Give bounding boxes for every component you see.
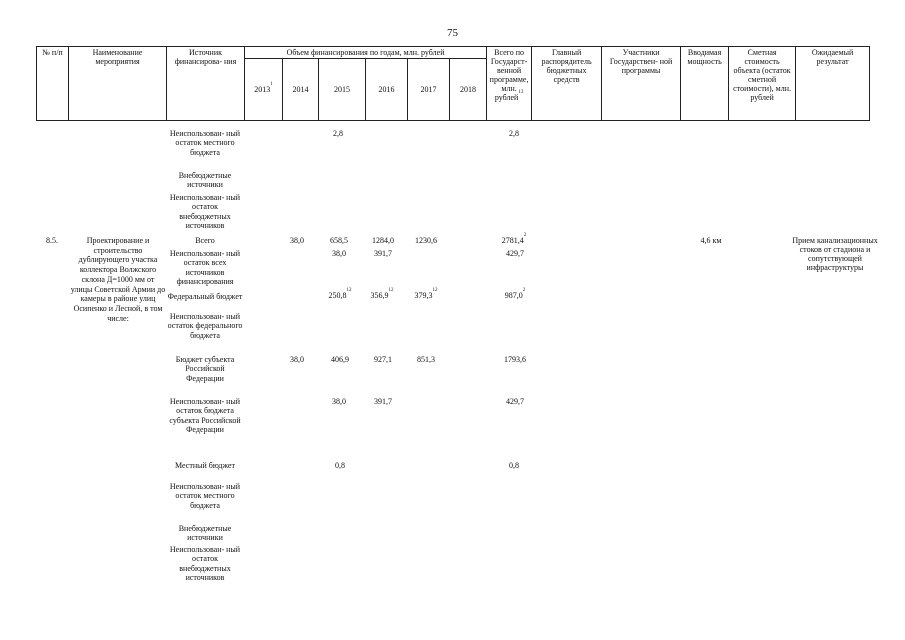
unused-all-2016: 391,7 — [374, 249, 392, 258]
source-unused-local: Неиспользован- ный остаток местного бюджета — [169, 482, 241, 510]
item-number: 8.5. — [46, 236, 58, 245]
source-extrabudget: Внебюджетные источники — [178, 524, 232, 543]
subject-2014: 38,0 — [290, 355, 304, 364]
source-subject: Бюджет субъекта Российской Федерации — [175, 355, 235, 383]
pre-2015-value: 2,8 — [333, 129, 343, 138]
source-unused-federal: Неиспользован- ный остаток федерального бюджета — [167, 312, 243, 340]
header-year-2017: 2017 — [408, 59, 450, 121]
table-header — [36, 46, 870, 121]
pre-total-value: 2,8 — [509, 129, 519, 138]
pre-source-extrabudget: Внебюджетные источники — [178, 171, 232, 190]
unused-all-total: 429,7 — [506, 249, 524, 258]
item-name: Проектирование и строительство дублирующего участка коллектора Волжского склона Д=1000 мм от улицы Советской Армии до камеры в районе улиц Осипенко и Лесной, в том числе: — [70, 236, 166, 323]
header-estimate: Сметная стоимость объекта (остаток сметной стоимости), млн. рублей — [729, 47, 796, 121]
header-participants: Участники Государствен- ной программы — [602, 47, 681, 121]
subject-2015: 406,9 — [331, 355, 349, 364]
source-unused-subject: Неиспользован- ный остаток бюджета субъекта Российской Федерации — [169, 397, 241, 434]
subject-total: 1793,6 — [504, 355, 526, 364]
source-federal: Федеральный бюджет — [167, 292, 243, 301]
subject-2016: 927,1 — [374, 355, 392, 364]
header-source: Источник финансирова- ния — [167, 47, 245, 121]
unused-all-2015: 38,0 — [332, 249, 346, 258]
federal-2016: 356,9$^{12}$ — [370, 288, 394, 300]
source-unused-extrabudget: Неиспользован- ный остаток внебюджетных источников — [169, 545, 241, 582]
federal-2015: 250,8$^{12}$ — [328, 288, 352, 300]
unused-subject-2016: 391,7 — [374, 397, 392, 406]
total-2014: 38,0 — [290, 236, 304, 245]
total-2016: 1284,0 — [372, 236, 394, 245]
header-year-2013: 2013$^1$ — [245, 59, 283, 121]
source-local: Местный бюджет — [175, 461, 235, 470]
local-total: 0,8 — [509, 461, 519, 470]
header-year-2018: 2018 — [450, 59, 487, 121]
item-capacity: 4,6 км — [700, 236, 722, 245]
unused-subject-2015: 38,0 — [332, 397, 346, 406]
header-name: Наименование мероприятия — [69, 47, 167, 121]
source-unused-all: Неиспользован- ный остаток всех источников финансирования — [169, 249, 241, 286]
header-year-2014: 2014 — [283, 59, 319, 121]
unused-subject-total: 429,7 — [506, 397, 524, 406]
federal-total: 987,0$^2$ — [504, 288, 526, 300]
header-year-2016: 2016 — [366, 59, 408, 121]
total-sum: 2781,4$^2$ — [501, 233, 527, 245]
header-num: № п/п — [37, 47, 69, 121]
page-number: 75 — [447, 27, 458, 39]
federal-2017: 379,3$^{12}$ — [414, 288, 438, 300]
header-volume: Объем финансирования по годам, млн. рублей — [245, 47, 487, 59]
pre-source-extrabudget-unused: Неиспользован- ный остаток внебюджетных источников — [169, 193, 241, 230]
header-manager: Главный распорядитель бюджетных средств — [532, 47, 602, 121]
header-capacity: Вводимая мощность — [681, 47, 729, 121]
item-result: Прием канализационных стоков от стадиона и сопутствующей инфраструктуры — [792, 236, 878, 272]
header-total: Всего по Государст- венной программе, млн. рублей$^{13}$ — [487, 47, 532, 121]
source-total: Всего — [195, 236, 215, 245]
subject-2017: 851,3 — [417, 355, 435, 364]
header-result: Ожидаемый результат — [796, 47, 870, 121]
total-2015: 658,5 — [330, 236, 348, 245]
local-2015: 0,8 — [335, 461, 345, 470]
pre-source-local-unused: Неиспользован- ный остаток местного бюджета — [169, 129, 241, 157]
total-2017: 1230,6 — [415, 236, 437, 245]
header-year-2015: 2015 — [319, 59, 366, 121]
